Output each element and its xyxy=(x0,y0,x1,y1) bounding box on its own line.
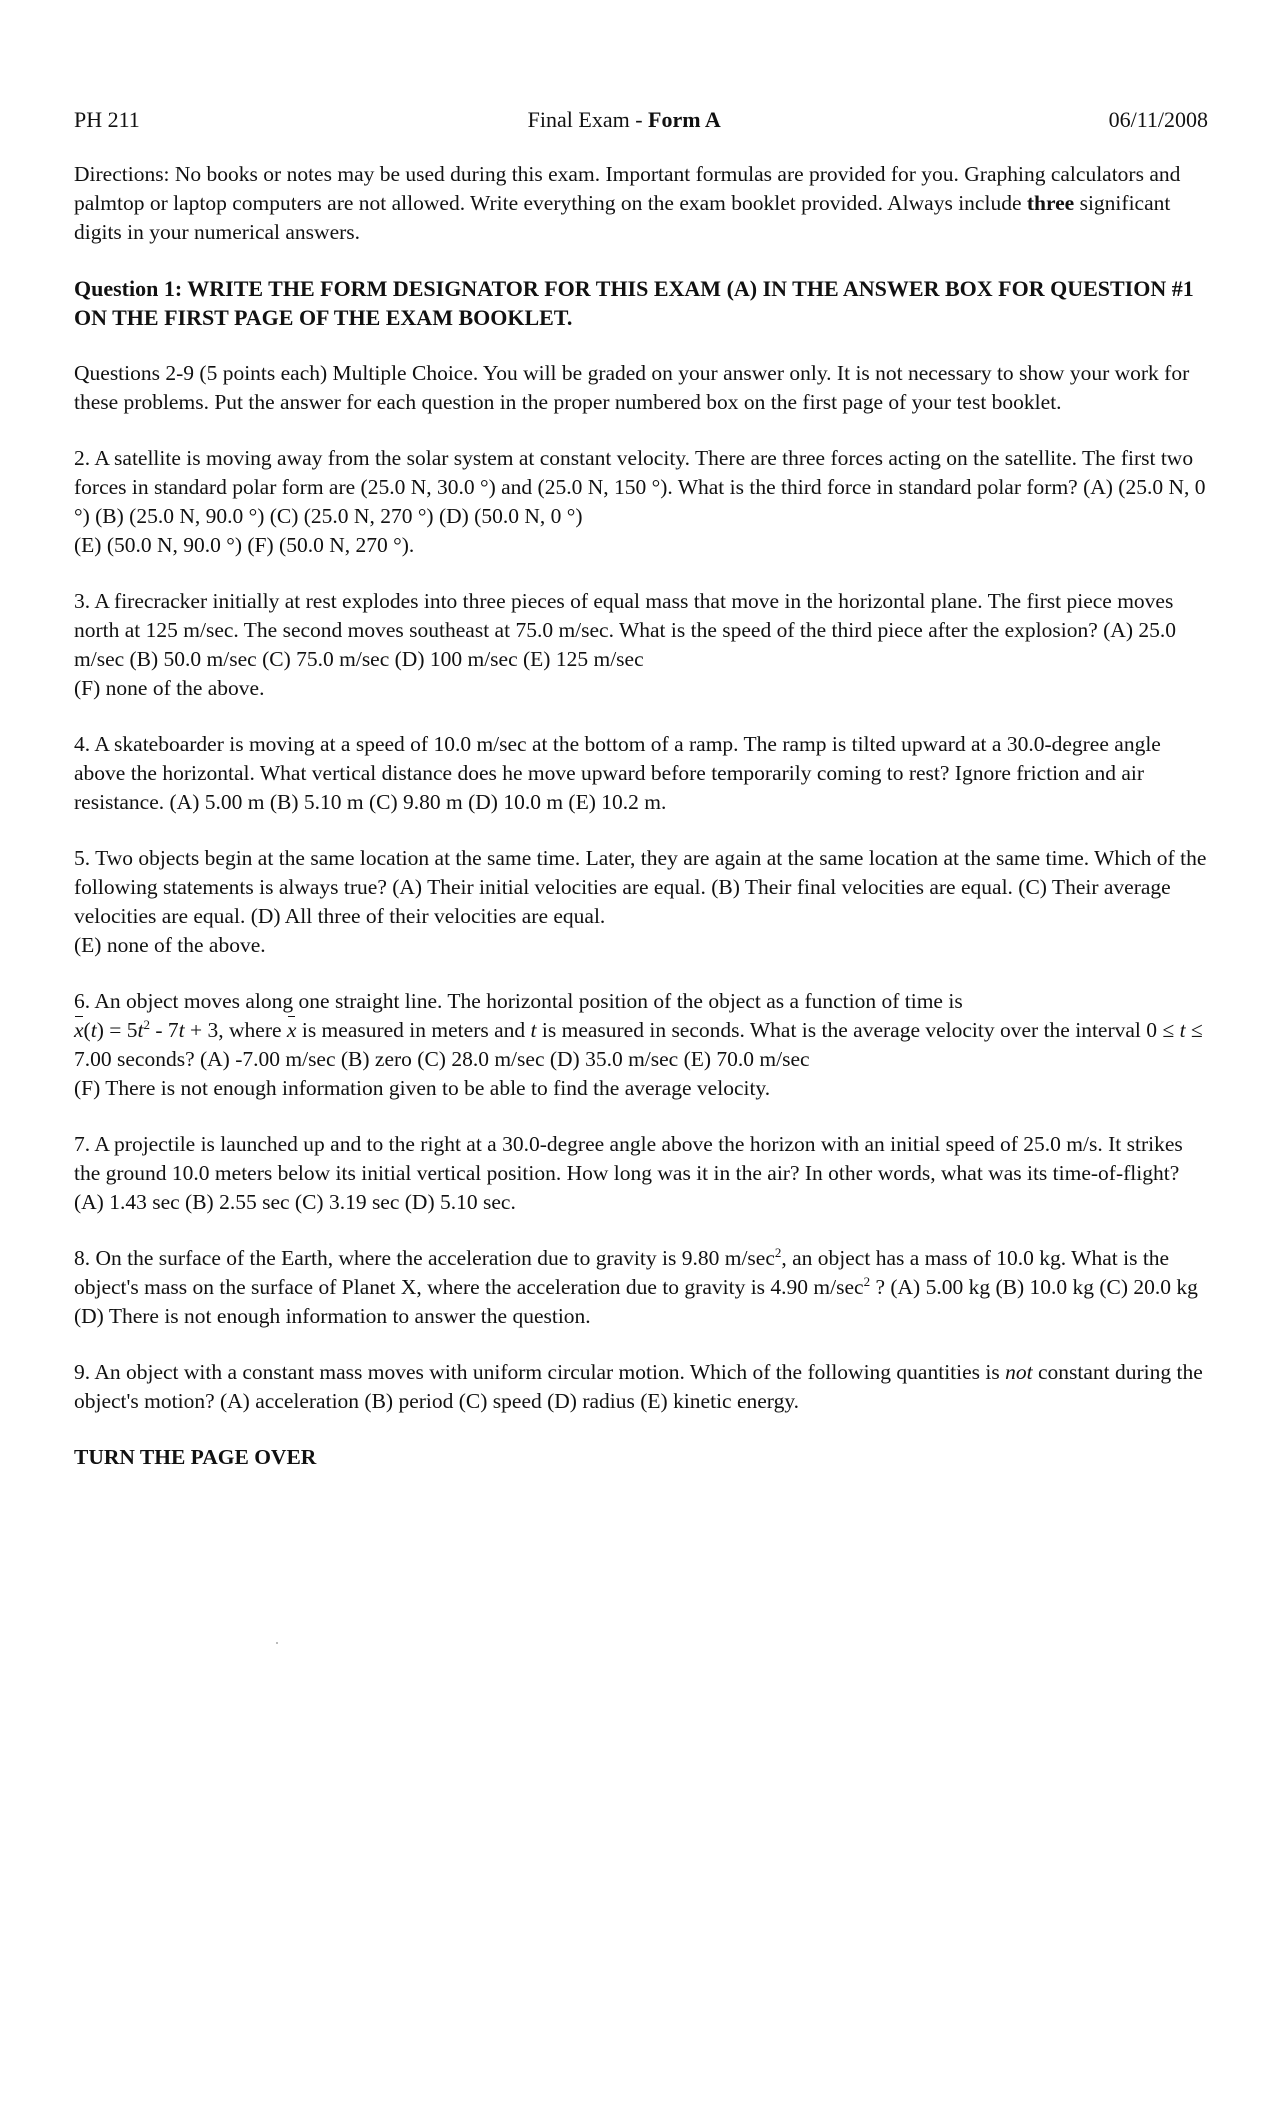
course-code: PH 211 xyxy=(74,107,140,132)
question-5: 5. Two objects begin at the same location at the same time. Later, they are again at the same location at the same time. Which of the following statements is always true? (A) Their initial velocities are equal. (B) Their final velocities are equal. (C) Their average velocities are equal. (D) All three of their velocities are equal. (E) none of the above. xyxy=(74,846,1207,957)
scan-speck xyxy=(276,1642,278,1644)
question-2: 2. A satellite is moving away from the solar system at constant velocity. There are three forces acting on the satellite. The first two forces in standard polar form are (25.0 N, 30.0 °) and (25.0 N, 150 °). What is the third force in standard polar form? (A) (25.0 N, 0 °) (B) (25.0 N, 90.0 °) (C) (25.0 N, 270 °) (D) (50.0 N, 0 °) (E) (50.0 N, 90.0 °) (F) (50.0 N, 270 °). xyxy=(74,446,1206,557)
question-9: 9. An object with a constant mass moves with uniform circular motion. Which of the following quantities is not constant during the object's motion? (A) acceleration (B) period (C) speed (D) radius (E) kinetic energy. xyxy=(74,1360,1203,1413)
exam-date: 06/11/2008 xyxy=(1108,107,1208,132)
question-7: 7. A projectile is launched up and to the right at a 30.0-degree angle above the horizon with an initial speed of 25.0 m/s. It strikes the ground 10.0 meters below its initial vertical position. How long was it in the air? In other words, what was its time-of-flight? (A) 1.43 sec (B) 2.55 sec (C) 3.19 sec (D) 5.10 sec. xyxy=(74,1132,1183,1214)
directions: Directions: No books or notes may be used during this exam. Important formulas are provided for you. Graphing calculators and palmtop or laptop computers are not allowed. Write everything on the exam booklet provided. Always include three significant digits in your numerical answers. xyxy=(74,162,1181,244)
exam-title: Final Exam - Form A xyxy=(527,107,721,132)
form-designator: Form A xyxy=(648,107,721,132)
multiple-choice-intro: Questions 2-9 (5 points each) Multiple Choice. You will be graded on your answer only. It is not necessary to show your work for these problems. Put the answer for each question in the proper numbered box on the first page of your test booklet. xyxy=(74,361,1190,414)
exam-page xyxy=(74,105,1208,1499)
question-8: 8. On the surface of the Earth, where the acceleration due to gravity is 9.80 $m/\sec^2$, an object has a mass of 10.0 kg. What is the object's mass on the surface of Planet X, where the acceleration due to gravity is 4.90 $m/\sec^2$ ? (A) 5.00 kg (B) 10.0 kg (C) 20.0 kg (D) There is not enough information to answer the question. xyxy=(74,1245,1198,1328)
question-4: 4. A skateboarder is moving at a speed of 10.0 m/sec at the bottom of a ramp. The ramp is tilted upward at a 30.0-degree angle above the horizontal. What vertical distance does he move upward before temporarily coming to rest? Ignore friction and air resistance. (A) 5.00 m (B) 5.10 m (C) 9.80 m (D) 10.0 m (E) 10.2 m. xyxy=(74,732,1161,814)
question-6: 6. An object moves along one straight line. The horizontal position of the object as a function of time is $x(t) = 5t^2 - 7t + 3$, where x is measured in meters and t is measured in seconds. What is the average velocity over the interval 0 ≤ t ≤ 7.00 seconds? (A) -7.00 m/sec (B) zero (C) 28.0 m/sec (D) 35.0 m/sec (E) 70.0 m/sec (F) There is not enough information given to be able to find the average velocity. xyxy=(74,989,1203,1100)
question-1: Question 1: WRITE THE FORM DESIGNATOR FOR THIS EXAM (A) IN THE ANSWER BOX FOR QUESTION #1 ON THE FIRST PAGE OF THE EXAM BOOKLET. xyxy=(74,276,1194,330)
question-3: 3. A firecracker initially at rest explodes into three pieces of equal mass that move in the horizontal plane. The first piece moves north at 125 m/sec. The second moves southeast at 75.0 m/sec. What is the speed of the third piece after the explosion? (A) 25.0 m/sec (B) 50.0 m/sec (C) 75.0 m/sec (D) 100 m/sec (E) 125 m/sec (F) none of the above. xyxy=(74,589,1176,700)
page-header xyxy=(74,105,1208,134)
turn-page-instruction: TURN THE PAGE OVER xyxy=(74,1445,317,1469)
